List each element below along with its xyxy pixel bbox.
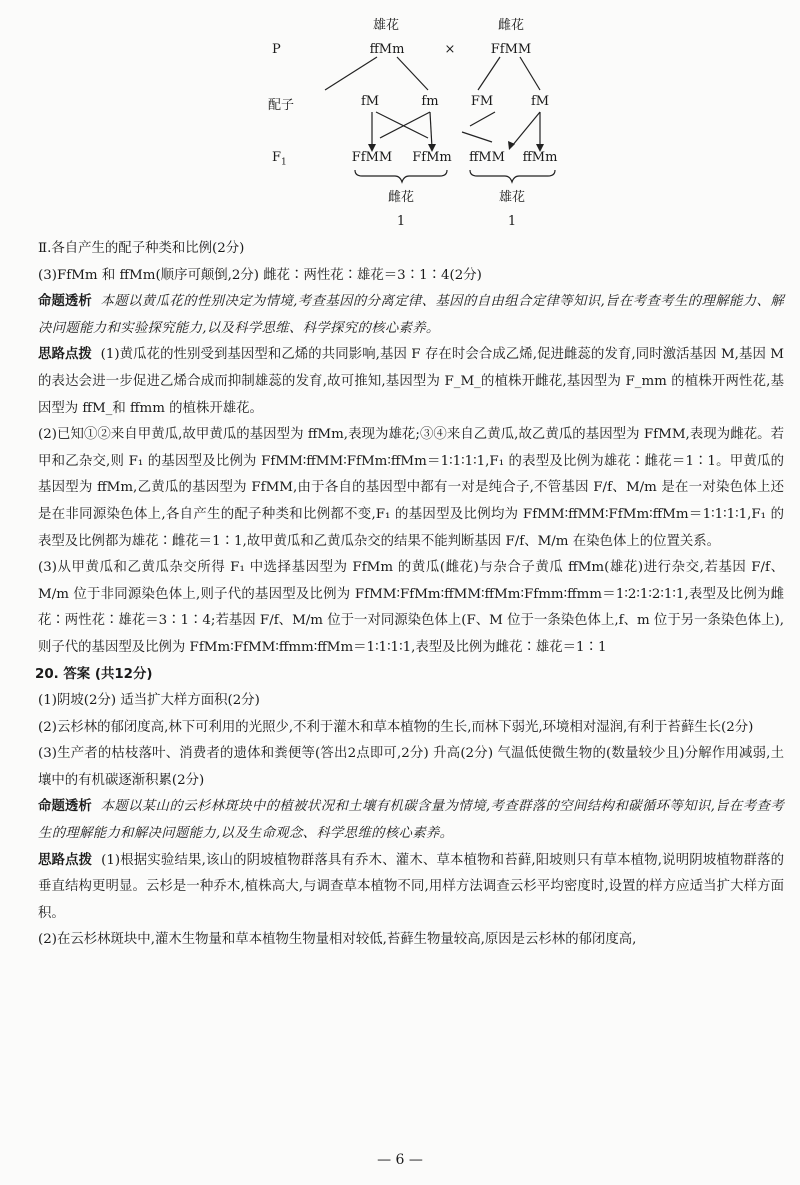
hint-19-2: (2)已知①②来自甲黄瓜,故甲黄瓜的基因型为 ffMm,表现为雄花;③④来自乙黄瓜,故乙黄瓜的基因型为 FfMM,表现为雌花。若甲和乙杂交,则 F₁ 的基因型及比例为 FfMM∶ffMM∶FfMm∶ffMm＝1∶1∶1∶1,F₁ 的表型及比例为雄花∶雌花＝1∶1。甲黄瓜的基因型为 ffMm,乙黄瓜的基因型为 FfMM,由于各自的基因型中都有一对是纯合子,不管基因 F/f、M/m 是在一对染色体上还是在非同源染色体上,各自产生的配子种类和比例都不变,F₁ 的基因型及比例均为 FfMM∶ffMM∶FfMm∶ffMm＝1∶1∶1∶1,F₁ 的表型及比例都为雄花∶雌花＝1∶1,故甲黄瓜和乙黄瓜杂交的结果不能判断基因 F/f、M/m 在染色体上的位置关系。 [38,427,784,549]
hint-heading-20: 思路点拨 [38,852,93,868]
ratio-left: 1 [396,214,406,229]
line-g2-x [380,112,430,138]
answer-content [35,236,785,954]
parent-female-genotype: FfMM [490,42,532,57]
analysis-20 [38,794,784,847]
gamete-label: 配子 [268,98,295,113]
offspring-3: ffMM [469,150,505,165]
line-pf-g4 [520,57,540,90]
offspring-2: FfMm [412,150,452,165]
cross-diagram [0,0,800,235]
hint-heading: 思路点拨 [38,347,92,363]
hint-body-20: (1)根据实验结果,该山的阴坡植物群落具有乔木、灌木、草本植物和苔藓,阳坡则只有草本植物,说明阴坡植物群落的垂直结构更明显。云杉是一种乔木,植株高大,与调查草本植物不同,用样方法调查云杉平均密度时,设置的样方应适当扩大样方面积。 [38,852,785,921]
cross-symbol: × [444,42,456,57]
line-pm-g1 [325,57,377,90]
gamete-3: FM [470,94,494,109]
line-answer-3: (3)FfMm 和 ffMm(顺序可颠倒,2分) 雌花∶两性花∶雄花＝3∶1∶4(2分) [38,267,482,283]
hint-19-1 [38,342,784,422]
brace-left-label: 雌花 [387,190,415,205]
analysis-heading-20: 命题透析 [38,799,92,815]
answer-20-2: (2)云杉林的郁闭度高,林下可利用的光照少,不利于灌木和草本植物的生长,而林下弱光,环境相对湿润,有利于苔藓生长(2分) [38,719,754,735]
offspring-4: ffMm [522,150,558,165]
f1-label: $F_1$ [272,150,287,168]
female-flower-label: 雌花 [497,18,525,33]
hint-19-3: (3)从甲黄瓜和乙黄瓜杂交所得 F₁ 中选择基因型为 FfMm 的黄瓜(雌花)与杂合子黄瓜 ffMm(雄花)进行杂交,若基因 F/f、M/m 位于非同源染色体上,则子代的基因型及比例为 FfMM∶FfMm∶ffMM∶ffMm∶Ffmm∶ffmm＝1∶2∶1∶2∶1∶1,表型及比例为雌花∶两性花∶雄花＝3∶1∶4;若基因 F/f、M/m 位于一对同源染色体上(F、M 位于一条染色体上,f、m 位于另一条染色体上),则子代的基因型及比例为 FfMm∶FfMM∶ffmm∶ffMm＝1∶1∶1∶1,表型及比例为雌花∶雄花＝1∶1 [38,560,784,655]
answer-20-1: (1)阴坡(2分) 适当扩大样方面积(2分) [38,693,260,709]
hint-20-1 [38,848,784,928]
line-g2-o2 [430,112,432,148]
line-pf-g3 [478,57,500,90]
gamete-1: fM [360,94,380,109]
line-gametes-note: Ⅱ.各自产生的配子种类和比例(2分) [38,241,245,256]
p-label: P [272,42,281,57]
male-flower-label: 雄花 [372,18,400,33]
line-g1-x [376,112,428,138]
offspring-1: FfMM [351,150,393,165]
parent-male-genotype: ffMm [369,42,405,57]
hint-20-2: (2)在云杉林斑块中,灌木生物量和草本植物生物量相对较低,苔藓生物量较高,原因是云杉林的郁闭度高, [38,932,637,948]
line-g3-a [470,112,495,126]
brace-left [355,170,447,182]
brace-right [470,170,555,182]
hint-body: (1)黄瓜花的性别受到基因型和乙烯的共同影响,基因 F 存在时会合成乙烯,促进雌蕊的发育,同时激活基因 M,基因 M 的表达会进一步促进乙烯合成而抑制雄蕊的发育,故可推知,基因型为 F_M_的植株开雌花,基因型为 F_mm 的植株开两性花,基因型为 ffM_和 ffmm 的植株开雄花。 [38,347,785,416]
analysis-body: 本题以黄瓜花的性别决定为情境,考查基因的分离定律、基因的自由组合定律等知识,旨在考查考生的理解能力、解决问题能力和实验探究能力,以及科学思维、科学探究的核心素养。 [38,294,785,336]
gamete-2: fm [421,94,439,109]
line-g4-o3 [512,112,540,146]
question-20-heading: 20. 答案 (共12分) [35,666,153,682]
line-pm-g2 [397,57,428,90]
analysis-19 [38,289,784,342]
brace-right-label: 雄花 [498,190,526,205]
analysis-heading: 命题透析 [38,294,92,310]
line-g3-b [462,132,492,142]
analysis-body-20: 本题以某山的云杉林斑块中的植被状况和土壤有机碳含量为情境,考查群落的空间结构和碳循环等知识,旨在考查考生的理解能力和解决问题能力,以及生命观念、科学思维的核心素养。 [38,799,785,842]
answer-20-3: (3)生产者的枯枝落叶、消费者的遗体和粪便等(答出2点即可,2分) 升高(2分) 气温低使微生物的(数量较少且)分解作用减弱,土壤中的有机碳逐渐积累(2分) [38,746,784,788]
ratio-right: 1 [507,214,517,229]
page-number: — 6 — [377,1152,423,1168]
gamete-4: fM [530,94,550,109]
